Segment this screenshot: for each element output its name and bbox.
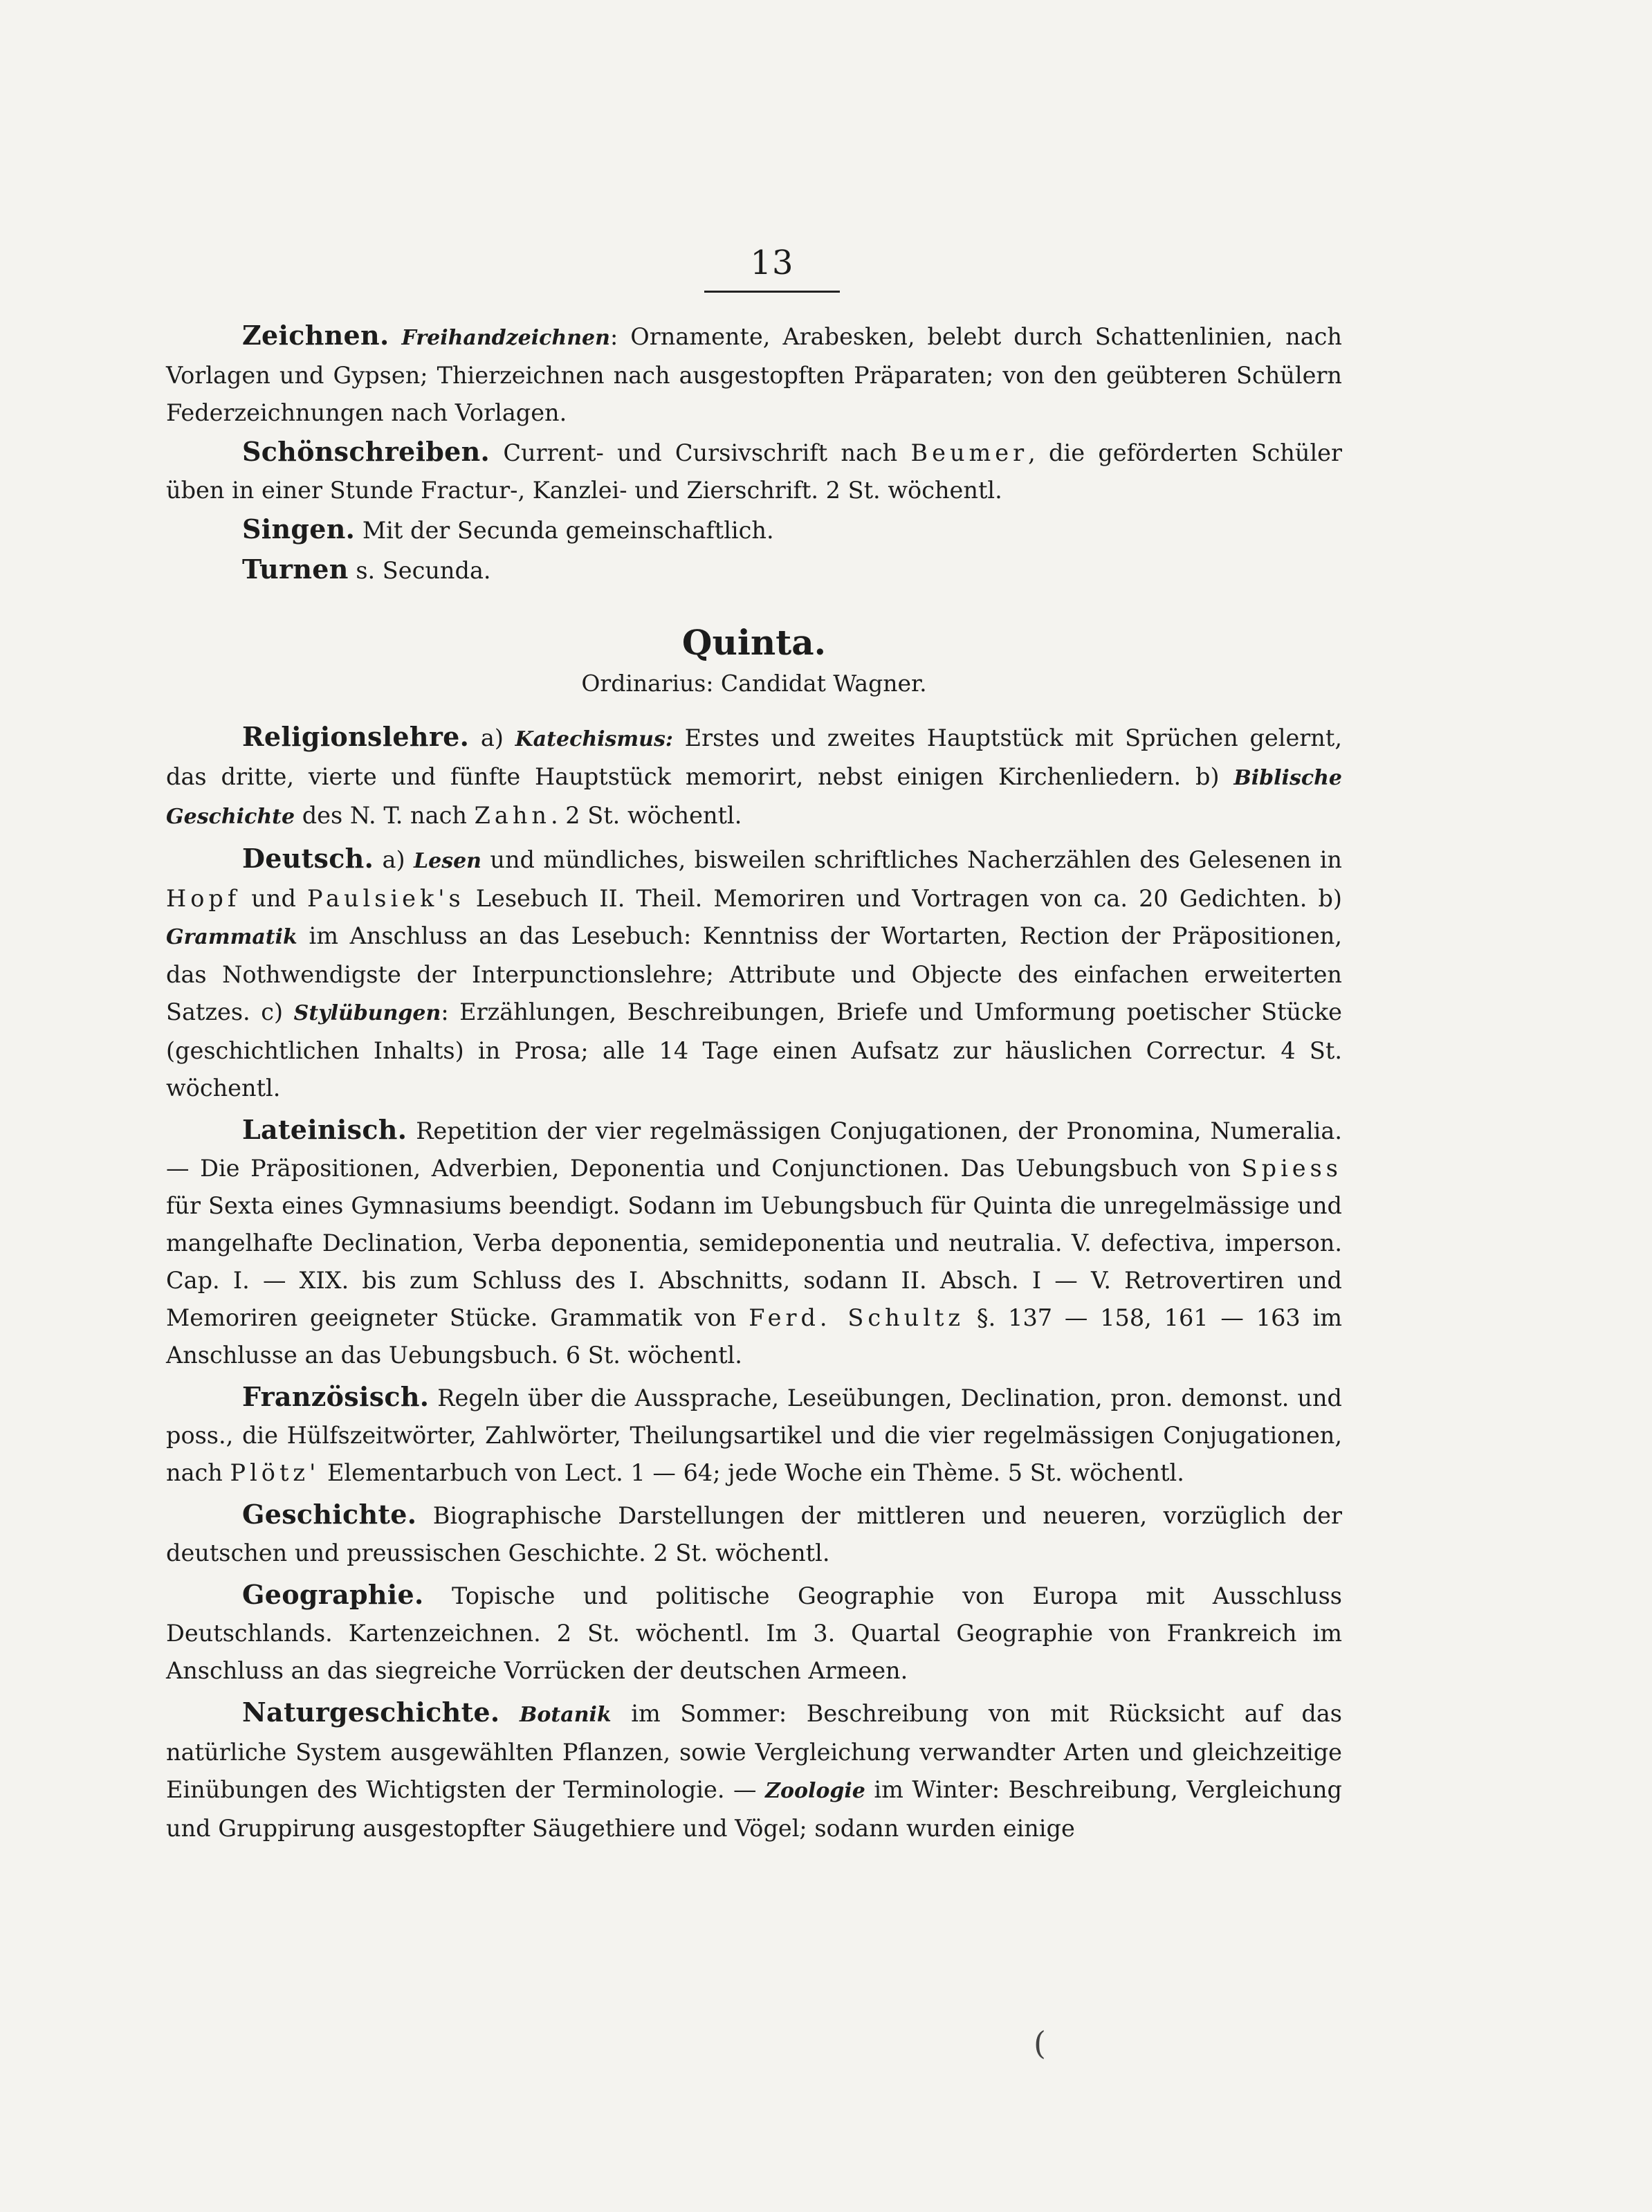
italic-term: Freihandzeichnen	[401, 326, 610, 350]
paragraph-text: und mündliches, bisweilen schriftliches Nacherzählen des Gelesenen in	[481, 846, 1342, 873]
text-column	[166, 317, 1342, 1852]
paragraph-text: : Erzählungen, Beschreibungen, Briefe und Umformung poetischer Stücke (geschichtlichen Inhalts) in Prosa; alle 14 Tage einen Aufsatz zur häuslichen Correctur. 4 St. wöchentl.	[166, 998, 1342, 1102]
paragraph-text: des N. T. nach	[295, 802, 475, 829]
spaced-name: Ferd. Schultz	[749, 1304, 965, 1331]
paragraph-text: im Anschluss an das Lesebuch: Kenntniss der Wortarten, Rection der Präpositionen, das Nothwendigste der Interpunctionslehre; Attribute und Objecte des einfachen erweiterten Satzes. c)	[166, 922, 1342, 1025]
paragraph-text: Repetition der vier regelmässigen Conjugationen, der Pronomina, Numeralia. — Die Präpositionen, Adverbien, Deponentia und Conjunctionen. Das Uebungsbuch von	[166, 1117, 1342, 1182]
page-number: 13	[750, 244, 794, 282]
subject-heading: Turnen	[242, 554, 349, 585]
paragraph-text: : Ornamente, Arabesken, belebt durch Schattenlinien, nach Vorlagen und Gypsen; Thierzeichnen nach ausgestopften Präparaten; von den geübteren Schülern Federzeichnungen nach Vorlagen.	[166, 323, 1342, 426]
italic-term: Stylübungen	[293, 1001, 441, 1025]
section-title: Quinta.	[681, 622, 827, 663]
subject-paragraph	[166, 433, 1342, 509]
section-ordinarius: Ordinarius: Candidat Wagner.	[581, 670, 927, 697]
italic-term: Katechismus:	[515, 727, 673, 751]
stray-mark: (	[1034, 2024, 1046, 2062]
subject-paragraph	[166, 1694, 1342, 1847]
subject-paragraph	[166, 1496, 1342, 1572]
paragraph-text: Lesebuch II. Theil. Memoriren und Vortragen von ca. 20 Gedichten. b)	[464, 885, 1342, 912]
paragraph-text	[389, 323, 401, 350]
paragraph-text: §. 137 — 158, 161 — 163 im Anschlusse an das Uebungsbuch. 6 St. wöchentl.	[166, 1304, 1343, 1369]
italic-term: Zoologie	[765, 1779, 865, 1803]
paragraphs-after-section	[166, 718, 1342, 1847]
subject-heading: Schönschreiben.	[242, 436, 490, 467]
subject-paragraph	[166, 551, 1342, 589]
spaced-name: Spiess	[1241, 1155, 1342, 1182]
paragraph-text: Elementarbuch von Lect. 1 — 64; jede Woche ein Thème. 5 St. wöchentl.	[320, 1459, 1184, 1486]
italic-term: Botanik	[520, 1703, 612, 1727]
subject-heading: Naturgeschichte.	[242, 1697, 500, 1728]
paragraph-text: und	[240, 885, 307, 912]
spaced-name: Beumer	[910, 439, 1029, 466]
paragraph-text: s. Secunda.	[348, 557, 491, 584]
paragraph-text: im Winter: Beschreibung, Vergleichung und Gruppirung ausgestopfter Säugethiere und Vögel; sodann wurden einige	[166, 1776, 1342, 1842]
subject-paragraph	[166, 511, 1342, 549]
subject-heading: Französisch.	[242, 1381, 430, 1412]
spaced-name: Paulsiek's	[306, 885, 465, 912]
paragraph-text: Mit der Secunda gemeinschaftlich.	[355, 517, 774, 544]
paragraph-text: Erstes und zweites Hauptstück mit Sprüchen gelernt, das dritte, vierte und fünfte Hauptstück memorirt, nebst einigen Kirchenliedern. b)	[166, 724, 1342, 790]
subject-paragraph	[166, 1378, 1342, 1492]
subject-heading: Lateinisch.	[242, 1114, 407, 1145]
subject-heading: Geographie.	[242, 1579, 424, 1610]
subject-heading: Singen.	[242, 513, 356, 545]
paragraph-text: Regeln über die Aussprache, Leseübungen, Declination, pron. demonst. und poss., die Hülfszeitwörter, Zahlwörter, Theilungsartikel und die vier regelmässigen Conjugationen, nach	[166, 1384, 1342, 1486]
spaced-name: Hopf	[166, 885, 241, 912]
subject-paragraph	[166, 1576, 1342, 1690]
paragraph-text: . 2 St. wöchentl.	[550, 802, 742, 829]
paragraph-text: im Sommer: Beschreibung von mit Rücksicht auf das natürliche System ausgewählten Pflanzen, sowie Vergleichung verwandter Arten und gleichzeitige Einübungen des Wichtigsten der Terminologie. —	[166, 1700, 1342, 1803]
italic-term: Biblische Geschichte	[166, 766, 1342, 829]
subject-paragraph	[166, 840, 1342, 1107]
subject-paragraph	[166, 1111, 1342, 1374]
spaced-name: Zahn	[474, 802, 551, 829]
subject-heading: Deutsch.	[242, 843, 374, 874]
subject-heading: Religionslehre.	[242, 721, 470, 752]
italic-term: Lesen	[414, 849, 481, 873]
page-header	[704, 244, 840, 293]
spaced-name: Plötz'	[230, 1459, 320, 1486]
subject-paragraph	[166, 718, 1342, 836]
paragraph-text: Current- und Cursivschrift nach	[490, 439, 911, 466]
paragraph-text: Topische und politische Geographie von Europa mit Ausschluss Deutschlands. Kartenzeichnen. 2 St. wöchentl. Im 3. Quartal Geographie von Frankreich im Anschluss an das siegreiche Vorrücken der deutschen Armeen.	[166, 1582, 1342, 1684]
paragraph-text	[499, 1700, 520, 1727]
subject-heading: Zeichnen.	[242, 320, 389, 351]
subject-heading: Geschichte.	[242, 1499, 417, 1530]
paragraph-text: a)	[469, 724, 515, 751]
paragraph-text: für Sexta eines Gymnasiums beendigt. Sodann im Uebungsbuch für Quinta die unregelmässige und mangelhafte Declination, Verba deponentia, semideponentia und neutralia. V. defectiva, imperson. Cap. I. — XIX. bis zum Schluss des I. Abschnitts, sodann II. Absch. I — V. Retrovertiren und Memoriren geeigneter Stücke. Grammatik von	[166, 1192, 1342, 1331]
paragraphs-before-section	[166, 317, 1342, 589]
italic-term: Grammatik	[166, 925, 297, 949]
paragraph-text: Biographische Darstellungen der mittleren und neueren, vorzüglich der deutschen und preussischen Geschichte. 2 St. wöchentl.	[166, 1502, 1342, 1566]
paragraph-text: a)	[374, 846, 414, 873]
header-rule	[704, 291, 840, 293]
paragraph-text: , die geförderten Schüler üben in einer Stunde Fractur-, Kanzlei- und Zierschrift. 2 St. wöchentl.	[166, 439, 1343, 504]
subject-paragraph	[166, 317, 1342, 432]
